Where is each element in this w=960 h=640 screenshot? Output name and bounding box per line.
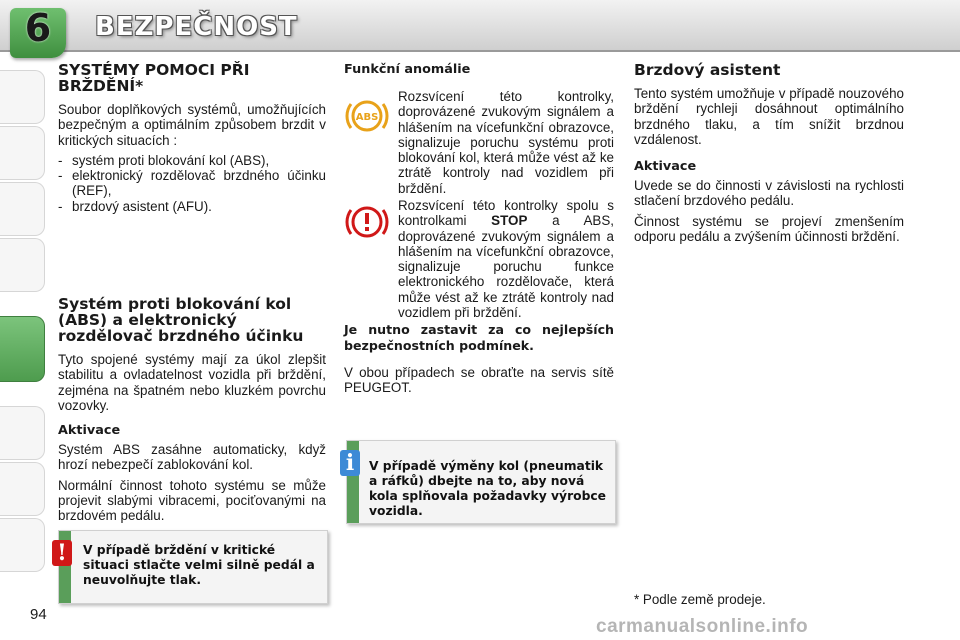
fault2-text: Rozsvícení této kontrolky spolu s kontrolkami STOP a ABS, doprovázené zvukovým signálem a hlášením na vícefunkční obrazovce, signalizuje poruchu funkce elektronického rozdělovače, která může vést až ke ztrátě kontroly nad vozidlem při brždění. xyxy=(398,198,614,321)
side-tab-4[interactable] xyxy=(0,238,45,292)
info-box-text: V případě výměny kol (pneumatik a ráfků) dbejte na to, aby nová kola splňovala požadavky výrobce vozidla. xyxy=(369,459,607,518)
side-tab-7[interactable] xyxy=(0,462,45,516)
fault2-block xyxy=(344,198,614,401)
bullet-item: - systém proti blokování kol (ABS), xyxy=(58,152,270,168)
left-column-abs xyxy=(58,296,326,529)
svg-text:ABS: ABS xyxy=(355,112,379,123)
intro-text: Soubor doplňkových systémů, umožňujících bezpečným a optimálním způsobem brzdit v kritických situacích : xyxy=(58,102,326,148)
assist-text: Tento systém umožňuje v případě nouzového brždění rychleji dosáhnout optimálního brzdného tlaku, a tím snížit brzdnou vzdálenost. xyxy=(634,86,904,147)
exclamation-icon: ! xyxy=(52,540,72,566)
service-text: V obou případech se obraťte na servis sítě PEUGEOT. xyxy=(344,364,614,396)
right-column xyxy=(634,62,904,249)
heading-brake-assist: Brzdový asistent xyxy=(634,61,781,79)
fault1-block xyxy=(344,89,614,196)
bullet-item: - elektronický rozdělovač brzdného účinku (REF), xyxy=(58,168,326,199)
side-tab-1[interactable] xyxy=(0,70,45,124)
footnote: * Podle země prodeje. xyxy=(634,592,766,607)
side-tab-3[interactable] xyxy=(0,182,45,236)
warning-box xyxy=(58,530,328,604)
side-tab-2[interactable] xyxy=(0,126,45,180)
left-column xyxy=(58,62,326,214)
activation-text: Systém ABS zasáhne automaticky, když hrozí nebezpečí zablokování kol. xyxy=(58,442,326,473)
side-tab-6[interactable] xyxy=(0,406,45,460)
assist-operation-text: Činnost systému se projeví zmenšením odporu pedálu a zvýšením účinnosti brždění. xyxy=(634,213,904,245)
assist-activation-text: Uvede se do činnosti v závislosti na rychlosti stlačení brzdového pedálu. xyxy=(634,178,904,209)
info-icon: i xyxy=(340,450,360,476)
section-title: BEZPEČNOST xyxy=(95,12,298,42)
bullet-item: - brzdový asistent (AFU). xyxy=(58,198,212,214)
heading-fault: Funkční anomálie xyxy=(344,62,471,77)
heading-assist-activation: Aktivace xyxy=(634,159,697,175)
warning-box-text: V případě brždění v kritické situaci stlačte velmi silně pedál a neuvolňujte tlak. xyxy=(83,543,315,587)
normal-operation-text: Normální činnost tohoto systému se může projevit slabými vibracemi, pociťovanými na brzdovém pedálu. xyxy=(58,477,326,524)
side-tab-8[interactable] xyxy=(0,518,45,572)
fault1-text: Rozsvícení této kontrolky, doprovázené zvukovým signálem a hlášením na vícefunkční obrazovce, signalizuje poruchu systému proti blokování kol, která může vést až ke ztrátě kontroly nad vozidlem při brždění. xyxy=(398,89,614,196)
middle-column xyxy=(344,62,614,81)
heading-brake-systems: SYSTÉMY POMOCI PŘI BRŽDĚNÍ* xyxy=(58,61,250,95)
watermark: carmanualsonline.info xyxy=(596,616,809,637)
abs-text: Tyto spojené systémy mají za úkol zlepšit stabilitu a ovladatelnost vozidla při brždění, zejména na špatném nebo kluzkém povrchu vozovky. xyxy=(58,352,326,413)
side-tab-active[interactable] xyxy=(0,316,45,382)
heading-abs: Systém proti blokování kol (ABS) a elektronický rozdělovač brzdného účinku xyxy=(58,295,304,345)
info-box xyxy=(346,440,616,524)
chapter-number: 6 xyxy=(24,6,52,50)
heading-activation: Aktivace xyxy=(58,423,121,439)
stop-instruction: Je nutno zastavit za co nejlepších bezpečnostních podmínek. xyxy=(344,322,614,353)
page-number: 94 xyxy=(30,606,47,623)
